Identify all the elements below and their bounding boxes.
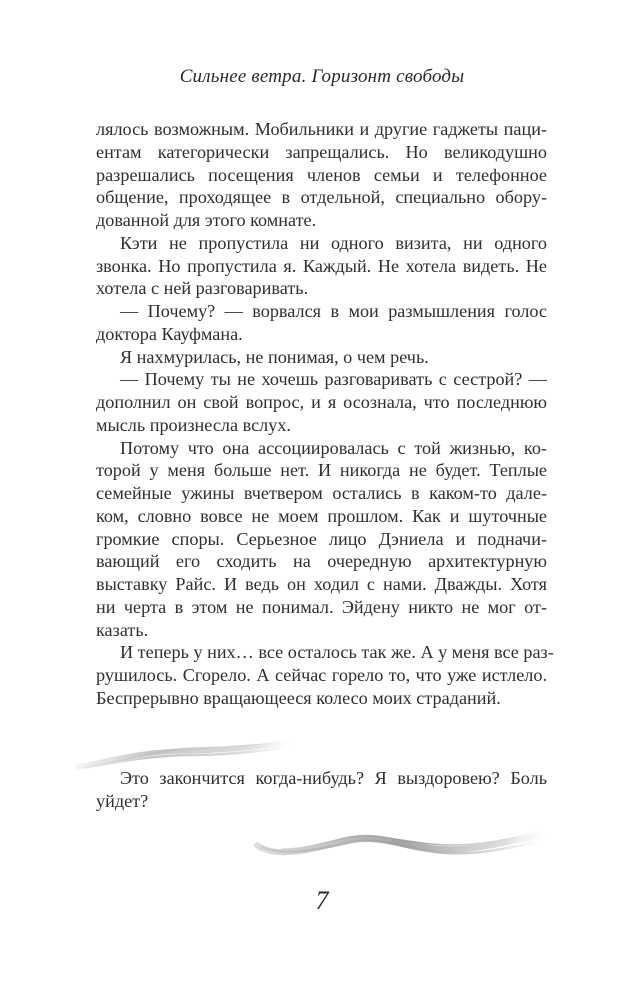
- paragraph: [96, 118, 547, 232]
- paragraph: [96, 641, 554, 709]
- text-line: ни черта в этом не понимал. Эйдену никто не мог от-: [96, 596, 547, 617]
- text-line: Потому что она ассоциировалась с той жизнью, ко-: [120, 437, 547, 458]
- paragraph: [96, 346, 547, 369]
- text-line: И теперь у них… все осталось так же. А у меня все раз-: [120, 642, 554, 663]
- text-line: громкие споры. Серьезное лицо Дэниела и подначи-: [96, 528, 547, 549]
- brush-swoosh-divider-icon: [252, 823, 552, 873]
- body-text: [96, 118, 554, 710]
- text-line: Кэти не пропустила ни одного визита, ни одного: [120, 232, 547, 253]
- text-line: общение, проходящее в отдельной, специально обору-: [96, 187, 547, 208]
- text-line: торой у меня больше нет. И никогда не будет. Теплые: [96, 460, 547, 481]
- text-line: вающий его сходить на очередную архитектурную: [96, 551, 547, 572]
- paragraph: [96, 437, 547, 642]
- text-line: — Почему? — ворвался в мои размышления голос: [120, 301, 547, 321]
- text-line: доктора Кауфмана.: [96, 323, 243, 344]
- paragraph: [96, 232, 547, 300]
- text-line: Я нахмурилась, не понимая, о чем речь.: [120, 346, 429, 367]
- paragraph: [96, 300, 547, 346]
- text-line: лялось возможным. Мобильники и другие гаджеты паци-: [96, 119, 547, 139]
- text-line: дованной для этого комнате.: [96, 210, 317, 230]
- paragraph: [96, 767, 547, 813]
- text-line: мысль произнесла вслух.: [96, 414, 291, 435]
- closing-paragraph: [96, 767, 547, 813]
- text-line: казать.: [96, 619, 149, 640]
- text-line: уйдет?: [96, 790, 149, 811]
- text-line: ентам категорически запрещались. Но великодушно: [96, 141, 547, 162]
- running-head: Сильнее ветра. Горизонт свободы: [179, 66, 465, 87]
- page-number: 7: [315, 886, 329, 915]
- text-line: разрешались посещения членов семьи и телефонное: [96, 164, 547, 185]
- text-line: ком, словно вовсе не моем прошлом. Как и шуточные: [96, 505, 547, 526]
- text-line: хотела с ней разговаривать.: [96, 278, 309, 299]
- text-line: рушилось. Сгорело. А сейчас горело то, что уже истлело.: [96, 665, 547, 685]
- text-line: выставку Райс. И ведь он ходил с нами. Дважды. Хотя: [96, 574, 547, 594]
- text-line: семейные ужины вчетвером остались в каком-то дале-: [96, 483, 547, 503]
- text-line: — Почему ты не хочешь разговаривать с сестрой? —: [120, 369, 547, 390]
- text-line: звонка. Но пропустила я. Каждый. Не хотела видеть. Не: [96, 255, 547, 276]
- paragraph: [96, 368, 547, 436]
- text-line: Беспрерывно вращающееся колесо моих страданий.: [96, 687, 501, 708]
- text-line: дополнил он свой вопрос, и я осознала, что последнюю: [96, 392, 547, 412]
- text-line: Это закончится когда-нибудь? Я выздоровею? Боль: [120, 768, 547, 788]
